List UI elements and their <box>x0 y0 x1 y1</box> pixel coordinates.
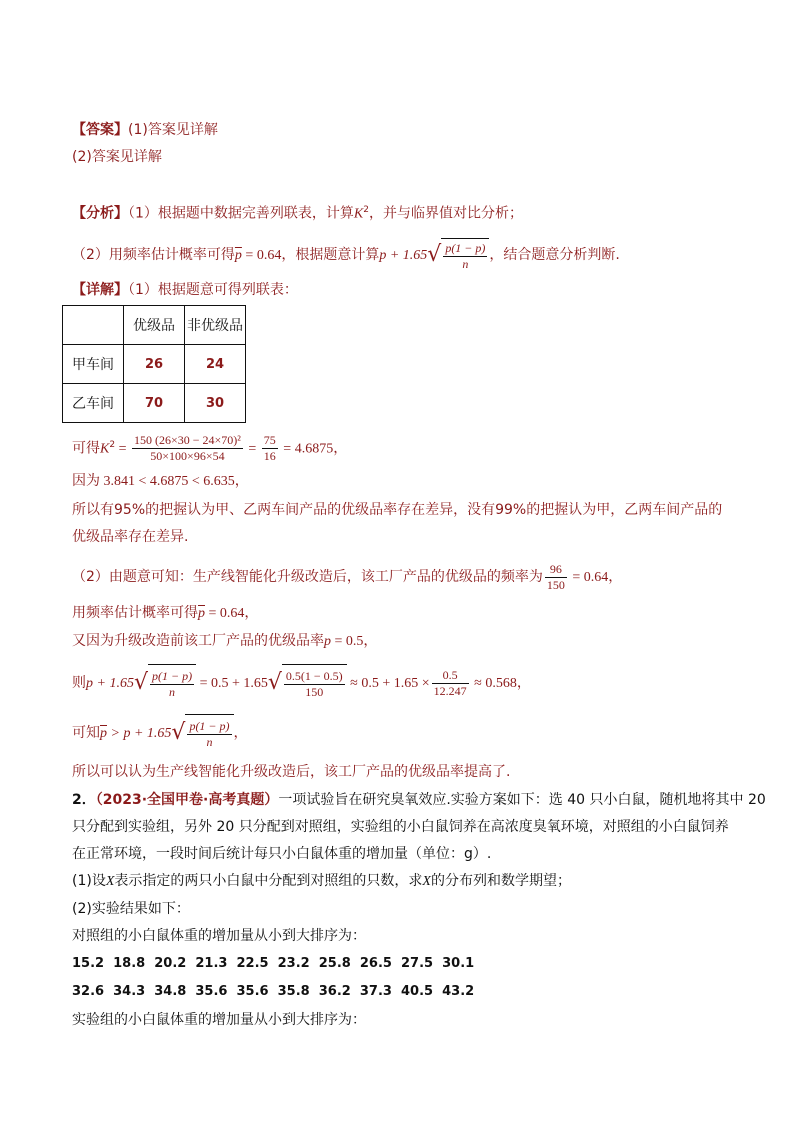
formula-step: ≈ 0.5 + 1.65 × <box>346 676 430 691</box>
table-header-cell: 非优级品 <box>185 306 246 345</box>
problem2-question-2: (2)实验结果如下： <box>72 901 190 917</box>
part2-conclusion: 所以可以认为生产线智能化升级改造后，该工厂产品的优级品率提高了. <box>72 764 511 780</box>
detail-tag: 【详解】 <box>72 282 128 298</box>
fraction-denominator: n <box>169 684 176 699</box>
formula-expr: p + 1.65 <box>379 248 428 263</box>
fraction <box>432 668 469 699</box>
formula-expr: p + 1.65 <box>86 676 134 691</box>
problem-text: 一项试验旨在研究臭氧效应.实验方案如下：选 40 只小白鼠，随机地将其中 20 <box>278 792 766 808</box>
part2-text: ， <box>233 725 248 741</box>
control-group-title: 对照组的小白鼠体重的增加量从小到大排序为： <box>72 928 366 944</box>
fraction-numerator: p(1 − p) <box>445 240 486 255</box>
fraction-denominator: n <box>206 734 213 749</box>
detail-line-1 <box>72 280 298 300</box>
analysis-line-2 <box>72 238 620 272</box>
fraction-denominator: 150 <box>546 577 565 592</box>
part2-value: = 0.64， <box>568 570 623 585</box>
control-group-row-1: 15.2 18.8 20.2 21.3 22.5 23.2 25.8 26.5 27.5 30.1 <box>72 956 475 971</box>
problem2-line-3: 在正常环境，一段时间后统计每只小白鼠体重的增加量（单位：g）. <box>72 846 492 862</box>
part2-text: 又因为升级改造前该工厂产品的优级品率 <box>72 633 324 649</box>
contingency-table <box>62 305 246 423</box>
part2-line-5 <box>72 714 248 752</box>
sqrt-formula: √ $\frac{p(1 - p)}{n}$ <box>427 238 489 272</box>
analysis-line-1 <box>72 200 523 225</box>
part2-text: （2）由题意可知：生产线智能化升级改造后，该工厂产品的优级品的频率为 <box>72 569 543 585</box>
answer-line-1 <box>72 120 218 140</box>
part2-line-1 <box>72 560 622 595</box>
fraction-denominator: 16 <box>263 449 276 464</box>
part2-line-3 <box>72 631 377 652</box>
p-bar: $\overline{p}$ <box>198 606 205 621</box>
fraction <box>150 669 194 700</box>
part2-value: = 0.5， <box>331 634 378 649</box>
analysis-text: （1）根据题中数据完善列联表，计算 <box>128 205 354 222</box>
table-row-label: 乙车间 <box>63 384 124 423</box>
fraction <box>187 719 231 750</box>
experiment-group-title: 实验组的小白鼠体重的增加量从小到大排序为： <box>72 1012 366 1028</box>
fraction-numerator: p(1 − p) <box>189 718 230 733</box>
formula-step: ≈ 0.568， <box>470 676 531 691</box>
problem2-line-2: 只分配到实验组，另外 20 只分配到对照组，实验组的小白鼠饲养在高浓度臭氧环境，对照组的小白鼠饲养 <box>72 819 729 835</box>
k-symbol: K <box>353 206 364 222</box>
fraction <box>443 241 487 272</box>
table-row-label: 甲车间 <box>63 345 124 384</box>
answer-part-1: (1)答案见详解 <box>128 122 218 138</box>
because-line: 因为 3.841 < 4.6875 < 6.635， <box>72 474 249 489</box>
x-symbol: X <box>105 874 115 889</box>
p-bar: $\overline{p}$ <box>234 248 242 263</box>
table-header-cell <box>63 306 124 345</box>
problem-text: 的分布列和数学期望； <box>430 873 571 889</box>
k-symbol: K <box>100 441 110 457</box>
sqrt-formula: √ $\frac{p(1 - p)}{n}$ <box>171 714 233 752</box>
formula-step: = 0.5 + 1.65 <box>196 676 268 691</box>
table-cell: 26 <box>124 345 185 384</box>
answer-line-2 <box>72 147 162 167</box>
detail-text: （1）根据题意可得列联表： <box>128 282 298 298</box>
k-exponent: 2 <box>363 205 369 215</box>
sqrt-formula: √ $\frac{p(1 - p)}{n}$ <box>134 664 196 702</box>
answer-tag: 【答案】 <box>72 122 128 138</box>
table-cell: 24 <box>185 345 246 384</box>
part2-text: 用频率估计概率可得 <box>72 605 198 621</box>
analysis-text: ，结合题意分析判断. <box>489 247 620 263</box>
equals: = <box>244 441 260 457</box>
fraction-denominator: 150 <box>305 684 324 699</box>
part2-line-2 <box>72 603 258 624</box>
fraction-denominator: 12.247 <box>433 683 467 698</box>
table-header-cell: 优级品 <box>124 306 185 345</box>
part2-text: 可知 <box>72 725 100 741</box>
sqrt-formula: √ $\frac{0.5(1 - 0.5)}{150}$ <box>268 664 347 702</box>
analysis-text: ，并与临界值对比分析； <box>368 205 523 222</box>
table-header-row <box>63 306 246 345</box>
fraction <box>132 433 243 464</box>
answer-part-2: (2)答案见详解 <box>72 149 162 165</box>
fraction-numerator: 150 (26×30 − 24×70)² <box>133 433 241 448</box>
problem-number: 2． <box>72 792 96 808</box>
part2-value: = 0.64， <box>205 606 259 621</box>
fraction-numerator: 96 <box>545 562 567 578</box>
equals: = <box>115 441 130 457</box>
conclusion-line-1: 所以有95%的把握认为甲、乙两车间产品的优级品率存在差异，没有99%的把握认为甲，乙两车间产品的 <box>72 502 723 518</box>
problem-source: （2023·全国甲卷·高考真题） <box>95 792 279 808</box>
part2-line-4 <box>72 664 531 702</box>
fraction-numerator: p(1 − p) <box>151 668 193 683</box>
analysis-tag: 【分析】 <box>72 205 128 222</box>
analysis-text: ，根据题意计算 <box>281 247 380 263</box>
fraction-denominator: n <box>462 256 469 271</box>
k-exponent: 2 <box>109 440 116 450</box>
p-bar: $\overline{p}$ <box>100 726 107 741</box>
fraction-numerator: 0.5(1 − 0.5) <box>285 668 343 683</box>
problem2-question-1 <box>72 871 571 892</box>
part2-text: 则 <box>72 675 86 691</box>
problem-text: (1)设 <box>72 873 106 889</box>
fraction <box>545 562 567 593</box>
table-cell: 30 <box>185 384 246 423</box>
fraction <box>262 433 278 464</box>
problem2-line-1 <box>72 790 766 810</box>
calc-text: 可得 <box>72 440 100 457</box>
fraction-denominator: 50×100×96×54 <box>150 449 225 464</box>
p-bar-value: = 0.64 <box>241 248 282 263</box>
table-row <box>63 384 246 423</box>
table-cell: 70 <box>124 384 185 423</box>
fraction-numerator: 0.5 <box>432 668 469 684</box>
control-group-row-2: 32.6 34.3 34.8 35.6 35.6 35.8 36.2 37.3 40.5 43.2 <box>72 984 475 999</box>
calc-result: = 4.6875， <box>279 441 348 457</box>
fraction-numerator: 75 <box>263 433 276 448</box>
formula-expr: > p + 1.65 <box>107 726 172 741</box>
problem-text: 表示指定的两只小白鼠中分配到对照组的只数，求 <box>114 873 423 889</box>
analysis-text: （2）用频率估计概率可得 <box>72 247 235 263</box>
table-row <box>63 345 246 384</box>
chi-square-line <box>72 428 347 467</box>
p-symbol: p <box>324 634 331 649</box>
fraction <box>284 669 345 700</box>
conclusion-line-2: 优级品率存在差异. <box>72 529 189 545</box>
x-symbol: X <box>422 874 431 889</box>
